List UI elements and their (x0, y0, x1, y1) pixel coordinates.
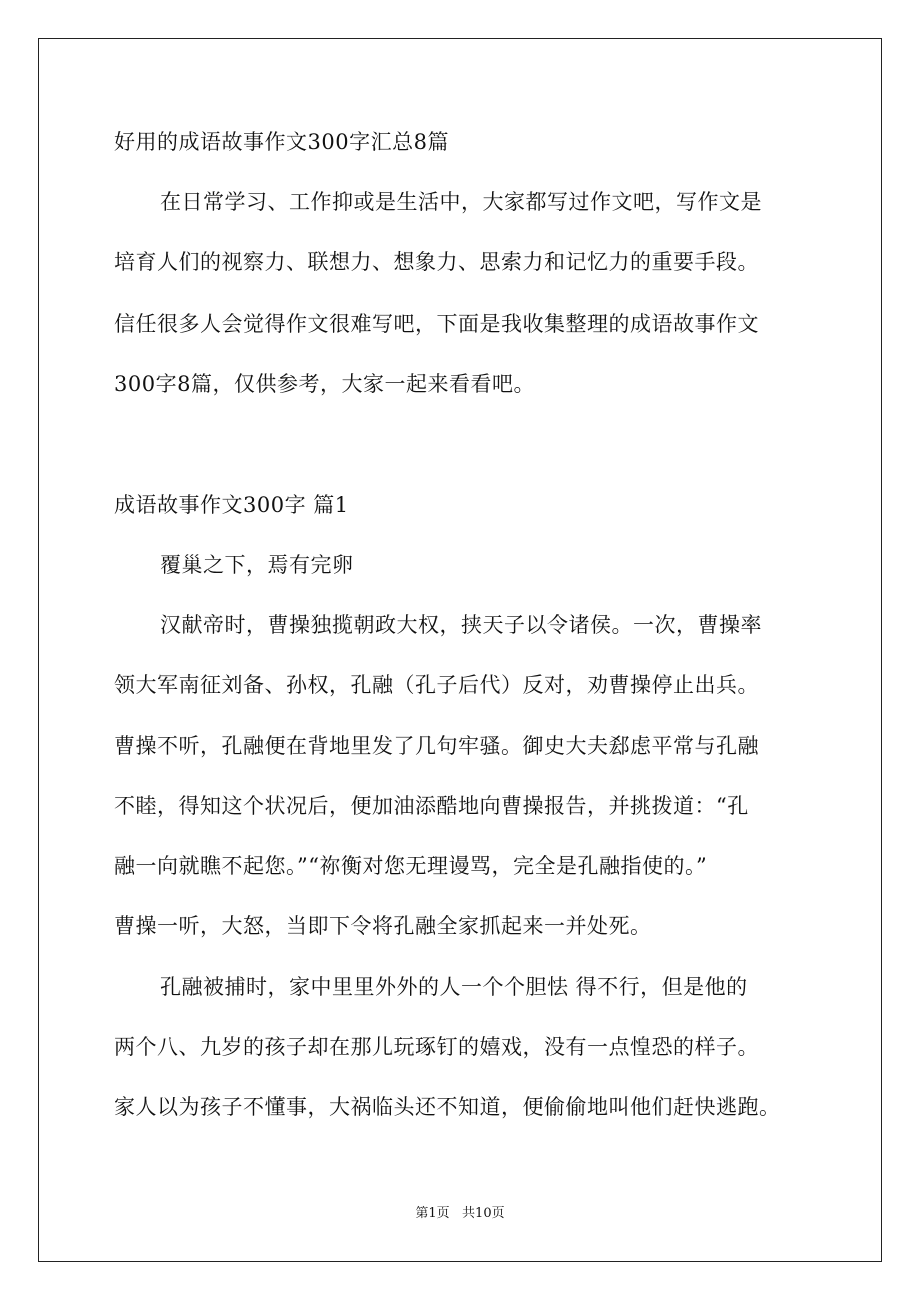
intro-line-3: 信任很多人会觉得作文很难写吧，下面是我收集整理的成语故事作文 (114, 312, 759, 336)
paragraph1-line-4: 不睦，得知这个状况后，便加油添酷地向曹操报告，并挑拨道：“孔 (114, 794, 749, 818)
intro-line-1: 在日常学习、工作抑或是生活中，大家都写过作文吧，写作文是 (160, 190, 762, 214)
page-indicator: 第1页 共10页 (415, 1206, 505, 1221)
intro-line-4: 300字8篇，仅供参考，大家一起来看看吧。 (114, 372, 535, 396)
intro-line-2: 培育人们的视察力、联想力、想象力、思索力和记忆力的重要手段。 (114, 250, 759, 274)
paragraph1-line-3: 曹操不听，孔融便在背地里发了几句牢骚。御史大夫郄虑平常与孔融 (114, 734, 759, 758)
paragraph1-line-5: 融一向就瞧不起您。”“祢衡对您无理谩骂，完全是孔融指使的。” (114, 854, 708, 878)
paragraph1-line-1: 汉献帝时，曹操独揽朝政大权，挟天子以令诸侯。一次，曹操率 (160, 613, 762, 637)
paragraph1-line-2: 领大军南征刘备、孙权，孔融（孔子后代）反对，劝曹操停止出兵。 (114, 673, 759, 697)
paragraph2-line-3: 家人以为孩子不懂事，大祸临头还不知道，便偷偷地叫他们赶快逃跑。 (114, 1095, 781, 1119)
paragraph2-line-2: 两个八、九岁的孩子却在那儿玩琢钉的嬉戏，没有一点惶恐的样子。 (114, 1035, 759, 1059)
story-title: 覆巢之下，焉有完卵 (160, 553, 354, 577)
page-border (38, 38, 882, 1262)
paragraph1-line-6: 曹操一听，大怒，当即下令将孔融全家抓起来一并处死。 (114, 914, 652, 938)
section-heading: 成语故事作文300字 篇1 (114, 493, 349, 517)
paragraph2-line-1: 孔融被捕时，家中里里外外的人一个个胆怯 得不行，但是他的 (160, 975, 748, 999)
document-title: 好用的成语故事作文300字汇总8篇 (114, 130, 449, 154)
